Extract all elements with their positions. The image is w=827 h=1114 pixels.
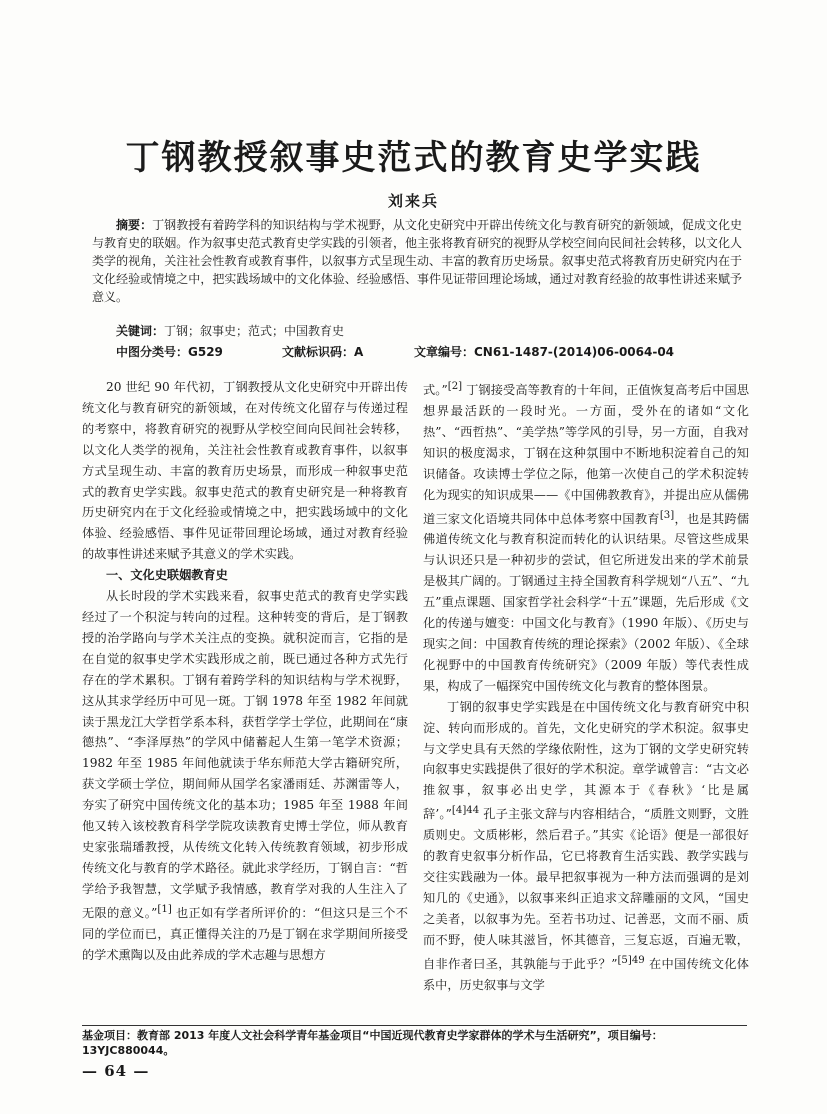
paragraph-text: ，也是其跨儒佛道传统文化与教育积淀而转化的认识结果。尽管这些成果与认识还只是一种初步的尝试，但它所迸发出来的学术前景是极其广阔的。丁钢通过主持全国教育科学规划“八五”、“九五”重点课题、国家哲学社会科学“十五”课题，先后形成《文化的传递与嬗变：中国文化与教育》（1990 年版）、《历史与现实之间：中国教育传统的理论探索》（2002 年版）、《全球化视野中的中国教育传统研究》（2009 年版）等代表性成果，构成了一幅探究中国传统文化与教育的整体图景。 — [423, 511, 750, 693]
footnote-divider — [82, 1025, 747, 1026]
author-name: 刘来兵 — [387, 192, 439, 210]
paragraph-text: 孔子主张文辞与内容相结合，“质胜文则野，文胜质则史。文质彬彬，然后君子。”其实《论语》便是一部很好的教育史叙事分析作品，它已将教育生活实践、教学实践与交往实践融为一体。最早把叙事视为一种方法而强调的是刘知几的《史通》，以叙事来纠正追求文辞雕丽的文风，“国史之美者，以叙事为先。至若书功过、记善恶，文而不丽、质而不野，使人味其滋旨，怀其德音，三复忘返，百遍无斁，自非作者曰圣，其孰能与于此乎？” — [423, 807, 749, 971]
citation: [2] — [447, 381, 463, 392]
paragraph — [423, 377, 749, 697]
citation: [3] — [659, 509, 675, 521]
paragraph-text: 丁钢的叙事史学实践是在中国传统文化与教育研究中积淀、转向而形成的。首先，文化史研究的学术积淀。叙事史与文学史具有天然的学缘依附性，这为丁钢的文学史研究转向叙事史实践提供了很好的学术积淀。章学诚曾言：“古文必推叙事，叙事必出史学，其源本于《春秋》‘比是属辞’。” — [423, 699, 749, 822]
paragraph — [82, 586, 408, 965]
left-column — [82, 377, 408, 965]
citation: [1] — [157, 903, 172, 915]
article-title: 丁钢教授叙事史范式的教育史学实践 — [125, 138, 702, 178]
paragraph-text: 在中国传统文化体系中，历史叙事与文学 — [423, 956, 749, 992]
page-number: — 64 — — [82, 1062, 150, 1080]
keywords — [116, 322, 742, 340]
paragraph-text: 从长时段的学术实践来看，叙事史范式的教育史学实践经过了一个积淀与转向的过程。这种转变的背后，是丁钢教授的治学路向与学术关注点的变换。就积淀而言，它指的是在自觉的叙事史学术实践形成之前，既已通过各种方式先行存在的学术累积。丁钢有着跨学科的知识结构与学术视野，这从其求学经历中可见一斑。丁钢 1978 年至 1982 年间就读于黑龙江大学哲学系本科，获哲学学士学位，此期间在“康德热”、“李泽厚热”的学风中储蓄起人生第一笔学术资源；1982 年至 1985 年间他就读于华东师范大学古籍研究所，获文学硕士学位，期间师从国学名家潘雨廷、苏渊雷等人，夯实了研究中国传统文化的基本功；1985 年至 1988 年间他又转入该校教育科学学院攻读教育史博士学位，师从教育史家张瑞璠教授，从传统文化转入传统教育领域，初步形成传统文化与教育的学术路径。就此求学经历，丁钢自言：“哲学给予我智慧，文学赋予我情感，教育学对我的人生注入了无限的意义。” — [82, 589, 408, 920]
citation: [4]44 — [451, 805, 480, 817]
abstract-label: 摘要： — [116, 218, 153, 232]
document-code: 文献标识码：A — [282, 345, 364, 359]
citation: [5]49 — [617, 954, 645, 966]
paragraph: 20 世纪 90 年代初，丁钢教授从文化史研究中开辟出传统文化与教育研究的新领域，在对传统文化留存与传递过程的考察中，将教育研究的视野从学校空间向民间社会转移，以文化人类学的视角，关注社会性教育或教育事件，以叙事方式呈现生动、丰富的教育历史场景，而形成一种叙事史范式的教育史学实践。叙事史范式的教育史研究是一种将教育历史研究内在于文化经验或情境之中，把实践场域中的文化体验、经验感悟、事件见证带回理论场域，通过对教育经验的故事性讲述来赋予其意义的学术实践。 — [82, 380, 408, 562]
funding-footnote: 基金项目：教育部 2013 年度人文社会科学青年基金项目“中国近现代教育史学家群体的学术与生活研究”，项目编号：13YJC880044。 — [82, 1029, 663, 1057]
keywords-label: 关键词： — [116, 324, 165, 338]
abstract — [92, 216, 742, 306]
section-heading: 一、文化史联姻教育史 — [106, 568, 228, 583]
keywords-text: 丁钢；叙事史；范式；中国教育史 — [164, 324, 345, 338]
article-number: 文章编号：CN61-1487-(2014)06-0064-04 — [414, 345, 675, 359]
right-column — [423, 377, 749, 996]
abstract-text: 丁钢教授有着跨学科的知识结构与学术视野，从文化史研究中开辟出传统文化与教育研究的新领域，促成文化史与教育史的联姻。作为叙事史范式教育史学实践的引领者，他主张将教育研究的视野从学校空间向民间社会转移，以文化人类学的视角，关注社会性教育或教育事件，以叙事方式呈现生动、丰富的教育历史场景。叙事史范式将教育历史研究内在于文化经验或情境之中，把实践场域中的文化体验、经验感悟、事件见证带回理论场域，通过对教育经验的故事性讲述来赋予意义。 — [92, 218, 742, 304]
paragraph-text: 丁钢接受高等教育的十年间，正值恢复高考后中国思想界最活跃的一段时光。一方面，受外在的诸如“文化热”、“西哲热”、“美学热”等学风的引导，另一方面，自我对知识的极度渴求，丁钢在这种氛围中不断地积淀着自己的知识储备。攻读博士学位之际，他第一次使自己的学术积淀转化为现实的知识成果——《中国佛教教育》，并提出应从儒佛道三家文化语境共同体中总体考察中国教育 — [423, 383, 750, 526]
paragraph — [423, 697, 749, 996]
paragraph-text: 式。” — [423, 383, 448, 398]
clc-number: 中图分类号：G529 — [116, 345, 223, 359]
paragraph-text: 也正如有学者所评价的：“但这只是三个不同的学位而已，真正懂得关注的乃是丁钢在求学期间所接受的学术熏陶以及由此养成的学术志趣与思想方 — [82, 905, 408, 962]
